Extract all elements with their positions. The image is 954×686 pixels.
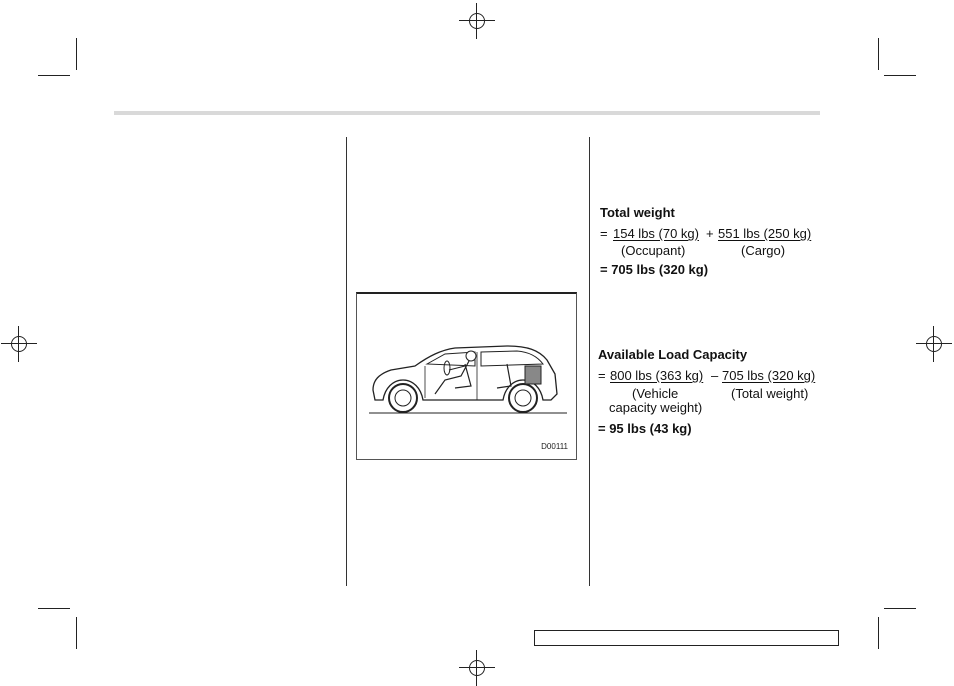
vehicle-label-line2: capacity weight) (609, 400, 703, 415)
available-load-result: = 95 lbs (43 kg) (598, 421, 692, 436)
header-bar (114, 111, 820, 115)
crop-mark-top-left-v (76, 38, 77, 70)
vehicle-figure (356, 292, 577, 460)
total-weight-value: 705 lbs (320 kg) (722, 368, 816, 383)
total-weight-result: = 705 lbs (320 kg) (600, 262, 709, 277)
total-weight-label: (Total weight) (731, 386, 809, 401)
available-load-eq: = (598, 368, 606, 383)
registration-mark-bottom (459, 650, 495, 686)
car-side-cutaway-icon (357, 294, 576, 460)
total-weight-eq: = (600, 226, 608, 241)
total-weight-title: Total weight (600, 205, 675, 220)
figure-code: D00111 (541, 442, 568, 451)
minus-sign: – (711, 368, 719, 383)
column-rule-right (589, 137, 590, 586)
registration-mark-left (1, 326, 37, 362)
occupant-value: 154 lbs (70 kg) (613, 226, 699, 241)
plus-sign: + (706, 226, 714, 241)
cargo-value: 551 lbs (250 kg) (718, 226, 812, 241)
registration-mark-top (459, 3, 495, 39)
page-number-box (534, 630, 839, 646)
occupant-label: (Occupant) (621, 243, 686, 258)
column-rule-left (346, 137, 347, 586)
crop-mark-top-left-h (38, 75, 70, 76)
crop-mark-bottom-left-h (38, 608, 70, 609)
vehicle-capacity-value: 800 lbs (363 kg) (610, 368, 704, 383)
crop-mark-top-right-v (878, 38, 879, 70)
cargo-label: (Cargo) (741, 243, 786, 258)
registration-mark-right (916, 326, 952, 362)
crop-mark-top-right-h (884, 75, 916, 76)
vehicle-label-line1: (Vehicle (632, 386, 679, 401)
crop-mark-bottom-right-h (884, 608, 916, 609)
available-load-title: Available Load Capacity (598, 347, 748, 362)
crop-mark-bottom-left-v (76, 617, 77, 649)
crop-mark-bottom-right-v (878, 617, 879, 649)
